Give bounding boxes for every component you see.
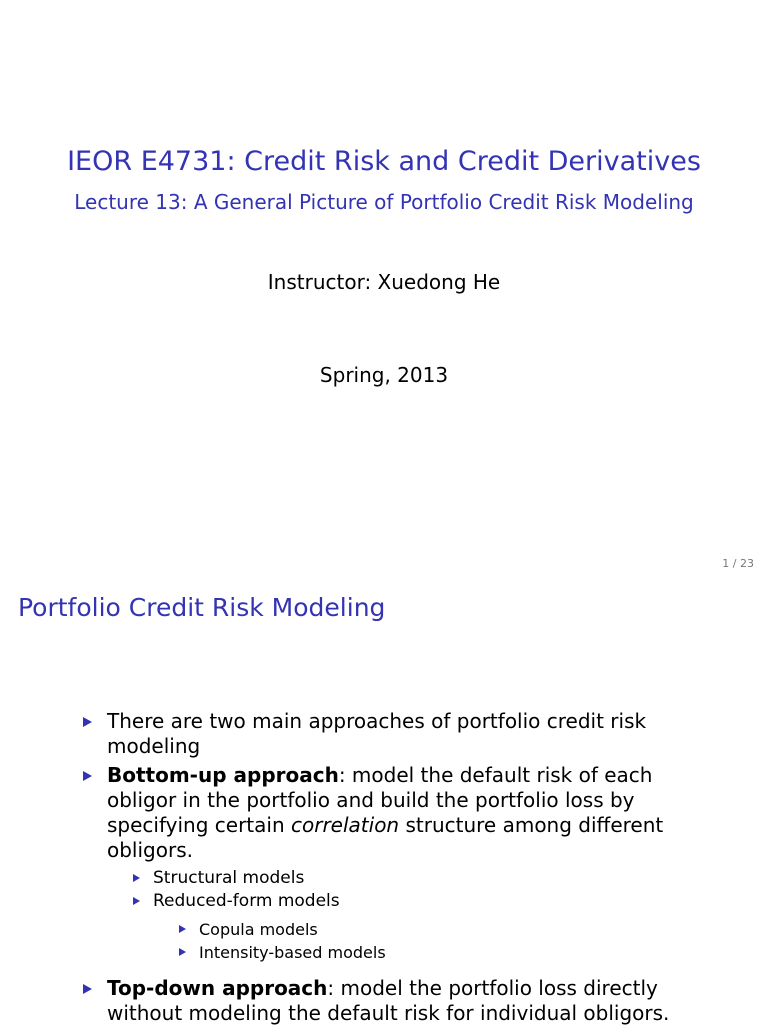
frame-title: Portfolio Credit Risk Modeling (18, 593, 386, 622)
sub-sub-bullet-text: Intensity-based models (199, 943, 386, 962)
bullet-arrow-icon (83, 771, 92, 781)
sub-sub-bullet-arrow-icon (179, 925, 186, 933)
top-down-text: : model the portfolio loss directly without modeling the default risk for individual obligors. (107, 976, 670, 1025)
sub-bullet-arrow-icon (133, 897, 140, 905)
bullet-arrow-icon (83, 717, 92, 727)
content-slide (0, 575, 768, 1024)
instructor-name: Instructor: Xuedong He (267, 270, 501, 294)
sub-bullet-text: Structural models (153, 868, 305, 888)
lecture-date: Spring, 2013 (319, 363, 449, 387)
top-down-term: Top-down approach (107, 976, 328, 1000)
lecture-subtitle: Lecture 13: A General Picture of Portfolio Credit Risk Modeling (74, 190, 694, 214)
bullet-item-bottom-up (107, 763, 717, 863)
bottom-up-term: Bottom-up approach (107, 763, 339, 787)
bullet-text: There are two main approaches of portfolio credit risk modeling (107, 709, 647, 758)
sub-sub-bullet-arrow-icon (179, 948, 186, 956)
page-number: 1 / 23 (722, 557, 754, 570)
sub-bullet-arrow-icon (133, 874, 140, 882)
bullet-arrow-icon (83, 984, 92, 994)
sub-sub-bullet-text: Copula models (199, 920, 318, 939)
sub-bullet-item (153, 890, 713, 913)
sub-sub-bullet-item (199, 941, 719, 964)
sub-bullet-item (153, 867, 713, 890)
sub-sub-bullet-item (199, 918, 719, 941)
bottom-up-text-part1: : model the default risk of each obligor in the portfolio and build the portfolio loss by specifying certain (107, 763, 653, 837)
lecture-course-title: IEOR E4731: Credit Risk and Credit Derivatives (67, 146, 701, 177)
sub-bullet-text: Reduced-form models (153, 891, 340, 911)
bullet-list (0, 709, 768, 1026)
correlation-term: correlation (291, 813, 400, 837)
bullet-item-top-down (107, 976, 717, 1026)
bullet-item-approaches (107, 709, 717, 759)
bottom-up-text-part2: structure among different obligors. (107, 813, 664, 862)
